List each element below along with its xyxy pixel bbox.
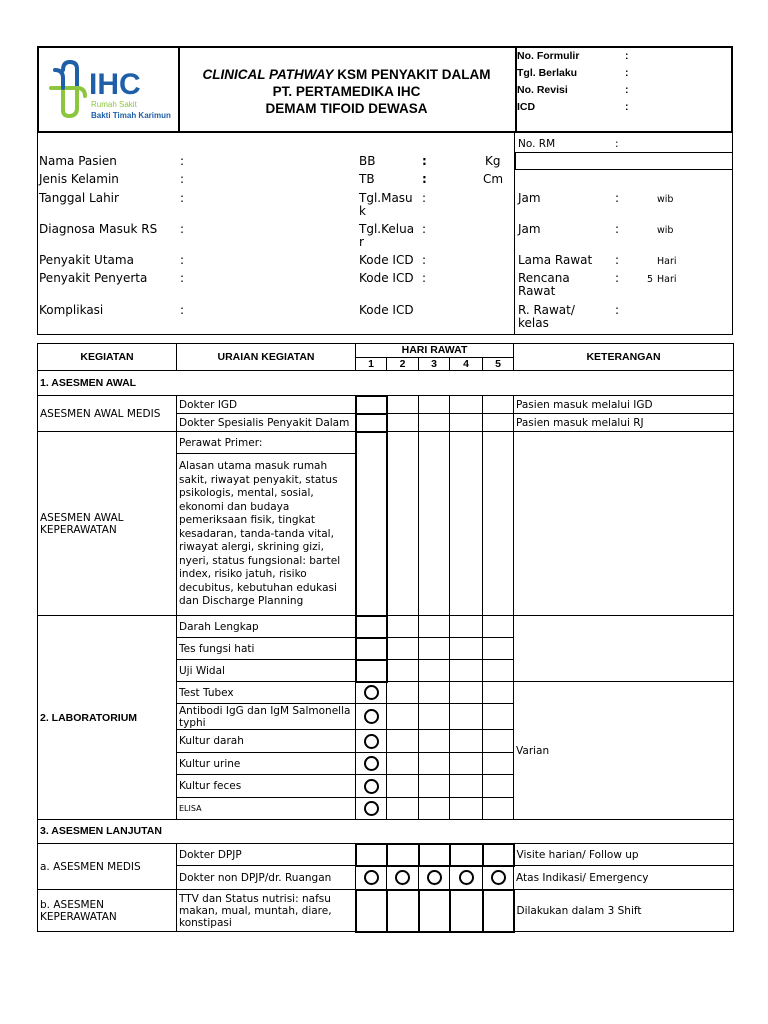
optional-circle[interactable] xyxy=(483,866,514,890)
check-cell[interactable] xyxy=(387,396,419,414)
check-cell[interactable] xyxy=(387,775,419,798)
asesmen-awal-keperawatan: ASESMEN AWAL KEPERAWATAN xyxy=(38,432,177,616)
check-cell[interactable] xyxy=(483,616,514,638)
circle-icon xyxy=(364,734,379,749)
check-cell[interactable] xyxy=(450,638,483,660)
logo-sub1: Rumah Sakit xyxy=(91,100,137,109)
lab-item: Test Tubex xyxy=(177,682,356,704)
circle-icon xyxy=(395,870,410,885)
activity: Dokter IGD xyxy=(177,396,356,414)
check-cell[interactable] xyxy=(387,638,419,660)
check-cell[interactable] xyxy=(419,638,450,660)
asesmen-medis: a. ASESMEN MEDIS xyxy=(38,844,177,890)
optional-circle[interactable] xyxy=(356,798,387,820)
penyerta-label: Penyakit Penyerta xyxy=(39,271,148,285)
lab-item: Kultur darah xyxy=(177,730,356,753)
check-cell[interactable] xyxy=(356,638,387,660)
form-meta xyxy=(517,50,733,118)
rencana-label: Rencana Rawat xyxy=(518,271,570,298)
check-cell[interactable] xyxy=(450,616,483,638)
logo-text: IHC xyxy=(89,68,141,101)
patient-info: No. RM : Nama Pasien : BB : Kg Jenis Kelamin : TB : Cm Tanggal Lahir : Tgl.Masu k : Jam : wib Diagnosa Masuk RS : Tgl.Kelua r : Jam : wib Penyakit Utama : Kode ICD : Lama Rawat : Hari Penyakit Penyerta : Kode ICD : Rencana Rawat : 5 Hari Komplikasi : Kode ICD R. Rawat/ kelas : xyxy=(37,133,733,335)
check-cell[interactable] xyxy=(356,890,387,932)
check-cell[interactable] xyxy=(419,660,450,682)
check-cell[interactable] xyxy=(419,432,450,616)
check-cell[interactable] xyxy=(419,396,450,414)
check-cell[interactable] xyxy=(419,753,450,775)
check-cell[interactable] xyxy=(356,414,387,432)
keterangan: Atas Indikasi/ Emergency xyxy=(514,866,734,890)
activity: Dokter DPJP xyxy=(177,844,356,866)
nama-label: Nama Pasien xyxy=(39,154,117,168)
keterangan: Dilakukan dalam 3 Shift xyxy=(514,890,734,932)
komplikasi-label: Komplikasi xyxy=(39,303,104,317)
title-line-1 xyxy=(178,66,515,83)
check-cell[interactable] xyxy=(483,396,514,414)
rencana-value: 5 xyxy=(647,274,654,285)
check-cell[interactable] xyxy=(483,775,514,798)
check-cell[interactable] xyxy=(356,396,387,414)
utama-label: Penyakit Utama xyxy=(39,253,134,267)
check-cell[interactable] xyxy=(450,730,483,753)
check-cell[interactable] xyxy=(387,798,419,820)
optional-circle[interactable] xyxy=(450,866,483,890)
optional-circle[interactable] xyxy=(356,753,387,775)
form-header xyxy=(37,46,733,133)
check-cell[interactable] xyxy=(483,730,514,753)
meta-row: Tgl. Berlaku : xyxy=(517,67,629,79)
no-rm-label: No. RM xyxy=(518,138,556,150)
check-cell[interactable] xyxy=(450,753,483,775)
jenis-label: Jenis Kelamin xyxy=(39,172,119,186)
check-cell[interactable] xyxy=(419,890,450,932)
ihc-logo-icon xyxy=(39,48,178,131)
circle-icon xyxy=(364,779,379,794)
keterangan xyxy=(514,432,734,616)
check-cell[interactable] xyxy=(356,432,387,616)
col-kegiatan: KEGIATAN xyxy=(38,344,177,371)
check-cell[interactable] xyxy=(356,844,387,866)
check-cell[interactable] xyxy=(450,844,483,866)
circle-icon xyxy=(364,870,379,885)
check-cell[interactable] xyxy=(419,844,450,866)
laboratorium: 2. LABORATORIUM xyxy=(38,616,177,820)
check-cell[interactable] xyxy=(483,638,514,660)
check-cell[interactable] xyxy=(387,432,419,616)
lab-item: Kultur feces xyxy=(177,775,356,798)
title-rest: KSM PENYAKIT DALAM xyxy=(337,67,491,82)
circle-icon xyxy=(364,756,379,771)
circle-icon xyxy=(364,685,379,700)
lab-item: Kultur urine xyxy=(177,753,356,775)
optional-circle[interactable] xyxy=(356,682,387,704)
check-cell[interactable] xyxy=(419,775,450,798)
keterangan: Visite harian/ Follow up xyxy=(514,844,734,866)
lab-item: Darah Lengkap xyxy=(177,616,356,638)
check-cell[interactable] xyxy=(356,616,387,638)
day-2: 2 xyxy=(387,358,419,371)
check-cell[interactable] xyxy=(450,396,483,414)
check-cell[interactable] xyxy=(450,798,483,820)
asesmen-keperawatan: b. ASESMEN KEPERAWATAN xyxy=(38,890,177,932)
check-cell[interactable] xyxy=(419,704,450,730)
lab-item: Antibodi IgG dan IgM Salmonella typhi xyxy=(177,704,356,730)
activity: Dokter Spesialis Penyakit Dalam xyxy=(177,414,356,432)
col-hari-rawat: HARI RAWAT xyxy=(356,344,514,358)
no-rm-input[interactable] xyxy=(515,152,733,170)
check-cell[interactable] xyxy=(483,890,514,932)
logo-sub2: Bakti Timah Karimun xyxy=(91,111,171,120)
diagnosa-label: Diagnosa Masuk RS xyxy=(39,222,158,236)
check-cell[interactable] xyxy=(450,682,483,704)
check-cell[interactable] xyxy=(387,414,419,432)
check-cell[interactable] xyxy=(387,616,419,638)
check-cell[interactable] xyxy=(387,844,419,866)
optional-circle[interactable] xyxy=(356,866,387,890)
check-cell[interactable] xyxy=(419,730,450,753)
check-cell[interactable] xyxy=(450,660,483,682)
check-cell[interactable] xyxy=(483,704,514,730)
day-1: 1 xyxy=(356,358,387,371)
check-cell[interactable] xyxy=(387,660,419,682)
optional-circle[interactable] xyxy=(356,704,387,730)
keterangan: Pasien masuk melalui IGD xyxy=(514,396,734,414)
pathway-subtitle: DEMAM TIFOID DEWASA xyxy=(265,101,428,116)
asesmen-awal-medis: ASESMEN AWAL MEDIS xyxy=(38,396,177,432)
day-5: 5 xyxy=(483,358,514,371)
meta-row: No. Formulir : xyxy=(517,50,629,62)
r-rawat-label: R. Rawat/ kelas xyxy=(518,303,575,330)
check-cell[interactable] xyxy=(387,730,419,753)
pathway-table xyxy=(37,343,734,933)
check-cell[interactable] xyxy=(387,753,419,775)
col-uraian: URAIAN KEGIATAN xyxy=(177,344,356,371)
check-cell[interactable] xyxy=(419,682,450,704)
check-cell[interactable] xyxy=(450,775,483,798)
meta-row: ICD : xyxy=(517,101,629,113)
circle-icon xyxy=(459,870,474,885)
col-keterangan: KETERANGAN xyxy=(514,344,734,371)
check-cell[interactable] xyxy=(483,414,514,432)
keterangan xyxy=(514,616,734,682)
check-cell[interactable] xyxy=(450,704,483,730)
check-cell[interactable] xyxy=(387,704,419,730)
optional-circle[interactable] xyxy=(356,730,387,753)
activity: Alasan utama masuk rumah sakit, riwayat penyakit, status psikologis, mental, sosial, ekonomi dan budaya pemeriksaan fisik, tingkat kesadaran, tanda-tanda vital, riwayat alergi, skrining gizi, nyeri, status fungsional: bartel index, risiko jatuh, risiko decubitus, kebutuhan edukasi dan Discharge Planning xyxy=(177,454,356,616)
check-cell[interactable] xyxy=(387,890,419,932)
lab-item: Tes fungsi hati xyxy=(177,638,356,660)
activity: Perawat Primer: xyxy=(177,432,356,454)
check-cell[interactable] xyxy=(387,682,419,704)
tgl-keluar-label: Tgl.Kelua r xyxy=(359,222,415,249)
optional-circle[interactable] xyxy=(356,775,387,798)
meta-row: No. Revisi : xyxy=(517,84,629,96)
check-cell[interactable] xyxy=(419,616,450,638)
circle-icon xyxy=(364,709,379,724)
optional-circle[interactable] xyxy=(387,866,419,890)
tgl-lahir-label: Tanggal Lahir xyxy=(39,191,119,205)
check-cell[interactable] xyxy=(483,798,514,820)
check-cell[interactable] xyxy=(483,682,514,704)
title-italic: CLINICAL PATHWAY xyxy=(202,67,334,82)
keterangan: Pasien masuk melalui RJ xyxy=(514,414,734,432)
check-cell[interactable] xyxy=(483,844,514,866)
check-cell[interactable] xyxy=(450,414,483,432)
check-cell[interactable] xyxy=(356,660,387,682)
lab-item: ELISA xyxy=(177,798,356,820)
circle-icon xyxy=(491,870,506,885)
lab-item: Uji Widal xyxy=(177,660,356,682)
activity: Dokter non DPJP/dr. Ruangan xyxy=(177,866,356,890)
check-cell[interactable] xyxy=(419,798,450,820)
check-cell[interactable] xyxy=(450,890,483,932)
form-title-block xyxy=(178,48,517,131)
check-cell[interactable] xyxy=(450,432,483,616)
circle-icon xyxy=(364,801,379,816)
hospital-logo xyxy=(39,48,180,131)
keterangan-varian: Varian xyxy=(514,682,734,820)
circle-icon xyxy=(427,870,442,885)
day-3: 3 xyxy=(419,358,450,371)
section-asesmen-awal: 1. ASESMEN AWAL xyxy=(38,371,734,396)
optional-circle[interactable] xyxy=(419,866,450,890)
check-cell[interactable] xyxy=(483,432,514,616)
section-asesmen-lanjutan: 3. ASESMEN LANJUTAN xyxy=(38,820,734,844)
check-cell[interactable] xyxy=(483,753,514,775)
tgl-masuk-label: Tgl.Masu k xyxy=(359,191,413,218)
check-cell[interactable] xyxy=(419,414,450,432)
activity: TTV dan Status nutrisi: nafsu makan, mual, muntah, diare, konstipasi xyxy=(177,890,356,932)
org-name: PT. PERTAMEDIKA IHC xyxy=(272,84,421,99)
day-4: 4 xyxy=(450,358,483,371)
check-cell[interactable] xyxy=(483,660,514,682)
